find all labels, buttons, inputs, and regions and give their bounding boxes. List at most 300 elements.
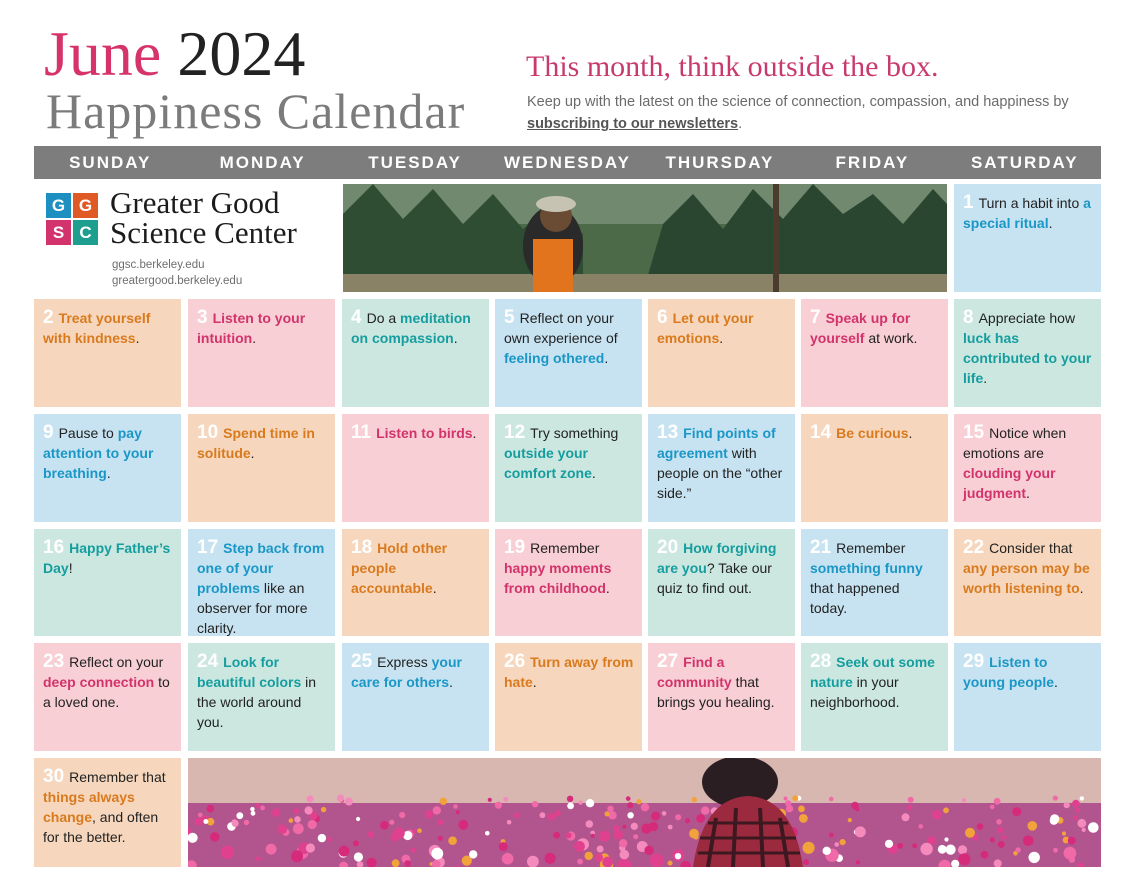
day-highlight-link[interactable]: Treat yourself with kindness (43, 310, 151, 346)
flower (417, 828, 422, 833)
flower (578, 800, 582, 804)
flower (545, 853, 556, 864)
flower (527, 856, 539, 867)
flower (433, 806, 441, 814)
flower (244, 820, 249, 825)
organization-name-line1: Greater Good (110, 185, 280, 220)
day-header-tuesday: TUESDAY (368, 152, 462, 172)
flower (495, 802, 502, 809)
flower (586, 820, 594, 828)
flower (668, 861, 673, 866)
flower (920, 843, 932, 855)
flower (614, 830, 623, 839)
flower (834, 842, 839, 847)
flower (998, 841, 1005, 848)
day-highlight-link[interactable]: Find points of agreement (657, 425, 776, 461)
flower (389, 820, 394, 825)
ggsc-logo (46, 185, 336, 290)
day-highlight-link[interactable]: Listen to birds (376, 425, 473, 441)
day-highlight-link[interactable]: Let out your emotions (657, 310, 754, 346)
flower (488, 798, 492, 802)
flower (291, 850, 303, 862)
flower (503, 797, 508, 802)
flower (553, 832, 560, 839)
intro-text (527, 91, 1107, 136)
day-number: 16 (43, 537, 65, 558)
day-header-thursday: THURSDAY (665, 152, 775, 172)
flower (958, 845, 967, 854)
flower (626, 796, 631, 801)
flower (1076, 808, 1081, 813)
day-text: in the world around you. (197, 674, 317, 730)
flower (278, 825, 287, 834)
flower (651, 812, 660, 821)
flower (210, 832, 220, 842)
calendar-day-3[interactable] (188, 299, 335, 407)
day-number: 17 (197, 537, 219, 558)
flower (1082, 828, 1086, 832)
flower (555, 810, 561, 816)
flower (962, 798, 966, 802)
flower (411, 848, 416, 853)
calendar-day-13[interactable] (648, 414, 795, 522)
day-number: 18 (351, 537, 373, 558)
day-number: 8 (963, 307, 974, 328)
day-number: 4 (351, 307, 362, 328)
flower (1069, 856, 1075, 862)
flower (607, 806, 613, 812)
day-number: 27 (657, 651, 679, 672)
flower (996, 819, 1002, 825)
flower (1029, 852, 1040, 863)
day-number: 2 (43, 307, 54, 328)
day-number: 13 (657, 422, 679, 443)
day-text: like an observer for more clarity. (197, 580, 308, 636)
day-text: , and often for the better. (43, 809, 159, 845)
flower (194, 817, 202, 825)
flower (577, 859, 583, 865)
flower (412, 829, 416, 833)
calendar-day-6[interactable] (648, 299, 795, 407)
day-number: 5 (504, 307, 515, 328)
day-header-monday: MONDAY (219, 152, 306, 172)
calendar-day-15[interactable] (954, 414, 1101, 522)
flower (944, 837, 948, 841)
calendar-day-1[interactable] (954, 184, 1101, 292)
day-highlight-link[interactable]: things always change (43, 789, 135, 825)
flower (1064, 802, 1070, 808)
flower (354, 852, 363, 861)
logo-letter: G (73, 193, 98, 218)
day-text: . (472, 425, 477, 441)
flower (981, 851, 989, 859)
calendar-day-17[interactable] (188, 529, 335, 636)
day-number: 7 (810, 307, 821, 328)
flower (619, 839, 627, 847)
calendar-day-27[interactable] (648, 643, 795, 751)
calendar-day-8[interactable] (954, 299, 1101, 407)
calendar-day-14[interactable] (801, 414, 948, 522)
page-title (44, 18, 306, 89)
day-text: Do a (366, 310, 401, 326)
day-text: . (532, 674, 537, 690)
flower (1023, 835, 1034, 846)
flower (885, 840, 893, 848)
flower (548, 813, 555, 820)
calendar-day-12[interactable] (495, 414, 642, 522)
flower (289, 818, 294, 823)
day-text: at work. (864, 330, 918, 346)
flower (591, 834, 595, 838)
flower (236, 812, 243, 819)
day-highlight-link[interactable]: a special ritual (963, 195, 1091, 231)
flower (620, 850, 630, 860)
calendar-day-30[interactable] (34, 758, 181, 867)
flower (786, 805, 793, 812)
flower (1053, 796, 1058, 801)
day-text: Pause to (58, 425, 118, 441)
day-highlight-link[interactable]: Listen to young people (963, 654, 1054, 690)
flower (792, 795, 798, 801)
day-header-friday: FRIDAY (835, 152, 910, 172)
flower-field-illustration (188, 758, 1101, 867)
flower (919, 824, 924, 829)
flower (308, 820, 317, 829)
flower (321, 807, 326, 812)
day-highlight-link[interactable]: clouding your judgment (963, 465, 1056, 501)
calendar-day-20[interactable] (648, 529, 795, 636)
flower (250, 807, 254, 811)
flower (305, 806, 313, 814)
flower (438, 836, 443, 841)
day-highlight-link[interactable]: Speak up for yourself (810, 310, 911, 346)
day-number: 25 (351, 651, 373, 672)
organization-name (110, 185, 297, 250)
day-highlight-link[interactable]: Step back from one of your problems (197, 540, 325, 596)
flower (627, 812, 633, 818)
flower (608, 811, 616, 819)
calendar-day-4[interactable] (342, 299, 489, 407)
flower (851, 802, 859, 810)
day-text: . (604, 350, 609, 366)
day-number: 21 (810, 537, 832, 558)
day-highlight-link[interactable]: outside your comfort zone (504, 445, 592, 481)
flower (990, 805, 995, 810)
flower (272, 808, 280, 816)
calendar-day-24[interactable] (188, 643, 335, 751)
day-text: . (250, 445, 255, 461)
flower (856, 860, 860, 864)
flower-field-photo (188, 758, 1101, 867)
day-text: Remember that (69, 769, 166, 785)
flower (1077, 819, 1086, 828)
calendar-day-16[interactable] (34, 529, 181, 636)
flower (380, 821, 389, 830)
calendar-day-11[interactable] (342, 414, 489, 522)
calendar-day-28[interactable] (801, 643, 948, 751)
day-number: 6 (657, 307, 668, 328)
flower (255, 803, 260, 808)
day-text: . (605, 580, 610, 596)
flower (1080, 796, 1084, 800)
year-title: 2024 (177, 18, 306, 89)
day-text: . (1026, 485, 1030, 501)
day-header-saturday: SATURDAY (970, 152, 1079, 172)
day-number: 11 (351, 422, 372, 443)
calendar-day-21[interactable] (801, 529, 948, 636)
day-text: . (719, 330, 724, 346)
flower (597, 846, 604, 853)
flower (649, 822, 658, 831)
day-text: . (1054, 674, 1058, 690)
day-text: Express (377, 654, 432, 670)
day-highlight-link[interactable]: any person may be worth listening to (963, 560, 1090, 596)
flower (448, 836, 457, 845)
flower (946, 845, 956, 855)
flower (1068, 837, 1076, 845)
day-number: 19 (504, 537, 526, 558)
day-highlight-link[interactable]: Hold other people accountable (351, 540, 448, 596)
day-text: . (432, 580, 437, 596)
flower (318, 834, 326, 842)
flower (932, 810, 941, 819)
flower (840, 839, 846, 845)
flower (502, 853, 514, 865)
flower (605, 811, 610, 816)
day-number: 10 (197, 422, 219, 443)
flower (848, 818, 852, 822)
flower (393, 827, 404, 838)
logo-letter: G (46, 193, 71, 218)
flower (294, 808, 300, 814)
day-text: Remember (836, 540, 906, 556)
day-highlight-link[interactable]: luck has contributed to your life (963, 330, 1092, 386)
calendar-day-5[interactable] (495, 299, 642, 407)
flower (997, 827, 1004, 834)
flower (689, 829, 699, 839)
intro-pre: Keep up with the latest on the science of connection, compassion, and happiness by (527, 94, 1069, 110)
day-highlight-link[interactable]: Turn away from hate (504, 654, 634, 690)
organization-name-line2: Science Center (110, 215, 297, 250)
flower (456, 810, 460, 814)
flower (499, 842, 508, 851)
calendar-day-29[interactable] (954, 643, 1101, 751)
day-number: 26 (504, 651, 526, 672)
month-title: June (44, 18, 162, 89)
day-number: 24 (197, 651, 219, 672)
day-number: 22 (963, 537, 985, 558)
flower (675, 853, 681, 859)
flower (675, 814, 681, 820)
flower (574, 841, 585, 852)
flower (907, 805, 912, 810)
flower (627, 802, 633, 808)
calendar-day-25[interactable] (342, 643, 489, 751)
day-highlight-link[interactable]: Be curious (836, 425, 909, 441)
flower (622, 825, 626, 829)
flower (696, 814, 705, 823)
flower (469, 850, 477, 858)
tagline: This month, think outside the box. (526, 50, 939, 83)
flower (507, 820, 512, 825)
day-highlight-link[interactable]: something funny (810, 560, 923, 576)
flower (567, 796, 573, 802)
flower (1053, 848, 1058, 853)
flower (356, 817, 360, 821)
flower (425, 810, 433, 818)
flower (692, 797, 697, 802)
day-text: . (983, 370, 988, 386)
day-text: ! (68, 560, 73, 576)
flower (566, 832, 572, 838)
flower (458, 820, 468, 830)
flower (943, 807, 949, 813)
flower (256, 856, 261, 861)
day-text: . (135, 330, 140, 346)
day-number: 1 (963, 192, 974, 213)
flower (453, 804, 458, 809)
flower (540, 812, 546, 818)
day-highlight-link[interactable]: Seek out some nature (810, 654, 935, 690)
flower (701, 806, 709, 814)
flower (602, 857, 613, 867)
day-highlight-link[interactable]: feeling othered (504, 350, 605, 366)
day-highlight-link[interactable]: happy moments from childhood (504, 560, 612, 596)
calendar-day-9[interactable] (34, 414, 181, 522)
day-highlight-link[interactable]: meditation on compassion (351, 310, 471, 346)
hiker-forest-illustration (343, 184, 947, 292)
day-text: Appreciate how (978, 310, 1076, 326)
calendar-day-22[interactable] (954, 529, 1101, 636)
flower (631, 823, 638, 830)
day-text: . (908, 425, 913, 441)
flower (965, 828, 975, 838)
day-text: . (106, 465, 111, 481)
day-text: Consider that (989, 540, 1073, 556)
flower (345, 798, 353, 806)
day-text: with people on the “other side.” (657, 445, 783, 501)
flower (431, 848, 443, 860)
flower (994, 798, 1001, 805)
calendar-day-10[interactable] (188, 414, 335, 522)
flower (251, 811, 256, 816)
flower (440, 798, 447, 805)
flower (855, 826, 866, 837)
day-text: Turn a habit into (978, 195, 1084, 211)
day-text: Notice when emotions are (963, 425, 1067, 461)
day-number: 15 (963, 422, 985, 443)
flower (977, 823, 984, 830)
flower (958, 853, 970, 865)
logo-letter: C (73, 220, 98, 245)
day-number: 29 (963, 651, 985, 672)
flower (641, 803, 649, 811)
day-header-wednesday: WEDNESDAY (504, 152, 631, 172)
flower (1062, 831, 1066, 835)
flower (912, 843, 917, 848)
day-text: in your neighborhood. (810, 674, 900, 710)
day-highlight-link[interactable]: How forgiving are you (657, 540, 777, 576)
flower (599, 831, 610, 842)
flower (829, 797, 834, 802)
calendar-day-19[interactable] (495, 529, 642, 636)
flower (306, 843, 315, 852)
hiker-forest-photo (343, 184, 947, 292)
flower (685, 818, 690, 823)
day-text: Try something (530, 425, 619, 441)
flower (902, 813, 910, 821)
day-highlight-link[interactable]: Look for beautiful colors (197, 654, 302, 690)
flower (307, 795, 314, 802)
day-text: to a loved one. (43, 674, 170, 710)
flower (294, 816, 301, 823)
flower (897, 843, 903, 849)
day-number: 20 (657, 537, 679, 558)
intro-post: . (738, 116, 743, 133)
day-number: 30 (43, 766, 65, 787)
flower (203, 819, 208, 824)
flower (799, 814, 808, 823)
day-text: that happened today. (810, 580, 900, 616)
flower (1012, 807, 1021, 816)
newsletter-link[interactable]: subscribing to our newsletters (527, 116, 739, 133)
day-highlight-link[interactable]: your care for others (351, 654, 462, 690)
flower (662, 811, 667, 816)
day-text: that brings you healing. (657, 674, 775, 710)
flower (353, 840, 359, 846)
calendar-day-2[interactable] (34, 299, 181, 407)
day-text: . (591, 465, 596, 481)
url-greatergood[interactable]: greatergood.berkeley.edu (112, 275, 243, 287)
flower (231, 819, 237, 825)
day-highlight-link[interactable]: Happy Father’s Day (43, 540, 171, 576)
flower (636, 799, 641, 804)
day-highlight-link[interactable]: pay attention to your breathing (43, 425, 154, 481)
day-highlight-link[interactable]: Spend time in solitude (197, 425, 315, 461)
flower (1002, 835, 1007, 840)
day-number: 3 (197, 307, 208, 328)
flower (198, 813, 203, 818)
calendar-subtitle: Happiness Calendar (46, 83, 466, 139)
flower (567, 803, 574, 810)
flower (586, 799, 594, 807)
calendar-day-26[interactable] (495, 643, 642, 751)
flower (337, 795, 344, 802)
flower (485, 831, 490, 836)
flower (650, 854, 664, 868)
day-highlight-link[interactable]: Listen to your intuition (197, 310, 306, 346)
day-highlight-link[interactable]: Find a community (657, 654, 732, 690)
flower (938, 845, 947, 854)
calendar-day-18[interactable] (342, 529, 489, 636)
flower (392, 859, 400, 867)
flower (668, 825, 673, 830)
day-text: ? Take our quiz to find out. (657, 560, 772, 596)
calendar-day-23[interactable] (34, 643, 181, 751)
calendar-day-7[interactable] (801, 299, 948, 407)
flower (339, 846, 350, 857)
flower (1074, 815, 1079, 820)
logo-letter: S (46, 220, 71, 245)
day-header-sunday: SUNDAY (69, 152, 152, 172)
url-ggsc[interactable]: ggsc.berkeley.edu (112, 259, 205, 271)
flower (328, 837, 333, 842)
flower (829, 833, 834, 838)
day-number: 9 (43, 422, 54, 443)
flower (532, 801, 538, 807)
day-highlight-link[interactable]: deep connection (43, 674, 155, 690)
day-number: 28 (810, 651, 832, 672)
